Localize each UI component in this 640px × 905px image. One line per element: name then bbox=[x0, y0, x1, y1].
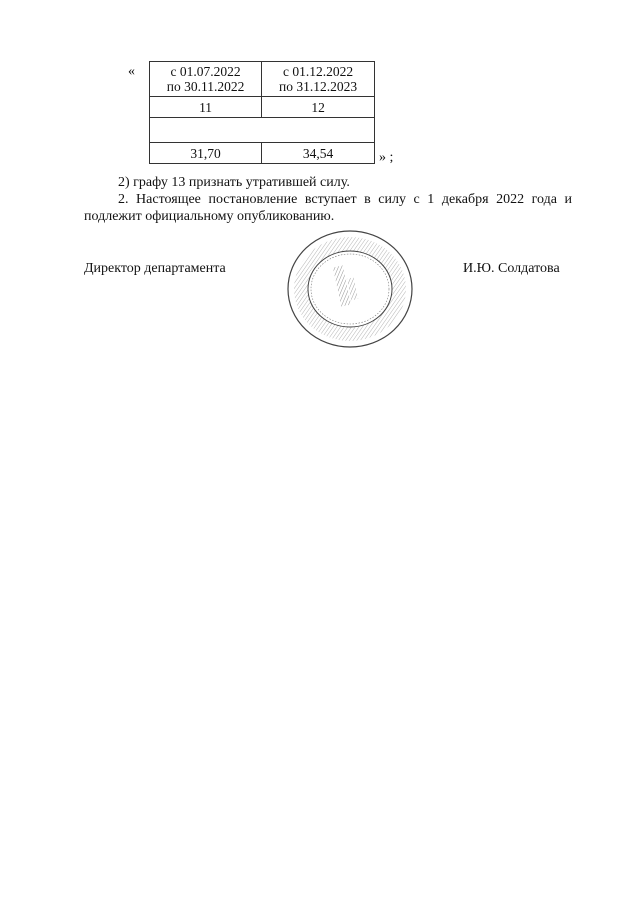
paragraph-item-2: 2) графу 13 признать утратившей силу. bbox=[118, 175, 350, 190]
header-2-line-1: с 01.12.2022 bbox=[283, 64, 354, 79]
table-header-cell-1 bbox=[150, 62, 262, 97]
value-cell-1: 31,70 bbox=[150, 143, 262, 164]
tariff-table bbox=[149, 61, 375, 164]
table-number-row bbox=[150, 97, 375, 118]
opening-quote: « bbox=[128, 64, 135, 79]
table-header-row bbox=[150, 62, 375, 97]
empty-merged-cell bbox=[150, 118, 375, 143]
paragraph-clause-2: 2. Настоящее постановление вступает в силу с 1 декабря 2022 года и подлежит официальному опубликованию. bbox=[84, 192, 572, 224]
table-empty-row bbox=[150, 118, 375, 143]
signature-role: Директор департамента bbox=[84, 261, 226, 276]
column-number-1: 11 bbox=[150, 97, 262, 118]
header-2-line-2: по 31.12.2023 bbox=[279, 79, 358, 94]
column-number-2: 12 bbox=[262, 97, 375, 118]
signatory-name: И.Ю. Солдатова bbox=[463, 261, 560, 276]
official-seal-icon bbox=[285, 228, 415, 350]
table-header-cell-2 bbox=[262, 62, 375, 97]
value-cell-2: 34,54 bbox=[262, 143, 375, 164]
header-1-line-2: по 30.11.2022 bbox=[166, 79, 245, 94]
header-1-line-1: с 01.07.2022 bbox=[170, 64, 241, 79]
table-value-row bbox=[150, 143, 375, 164]
closing-quote: » ; bbox=[379, 150, 394, 165]
